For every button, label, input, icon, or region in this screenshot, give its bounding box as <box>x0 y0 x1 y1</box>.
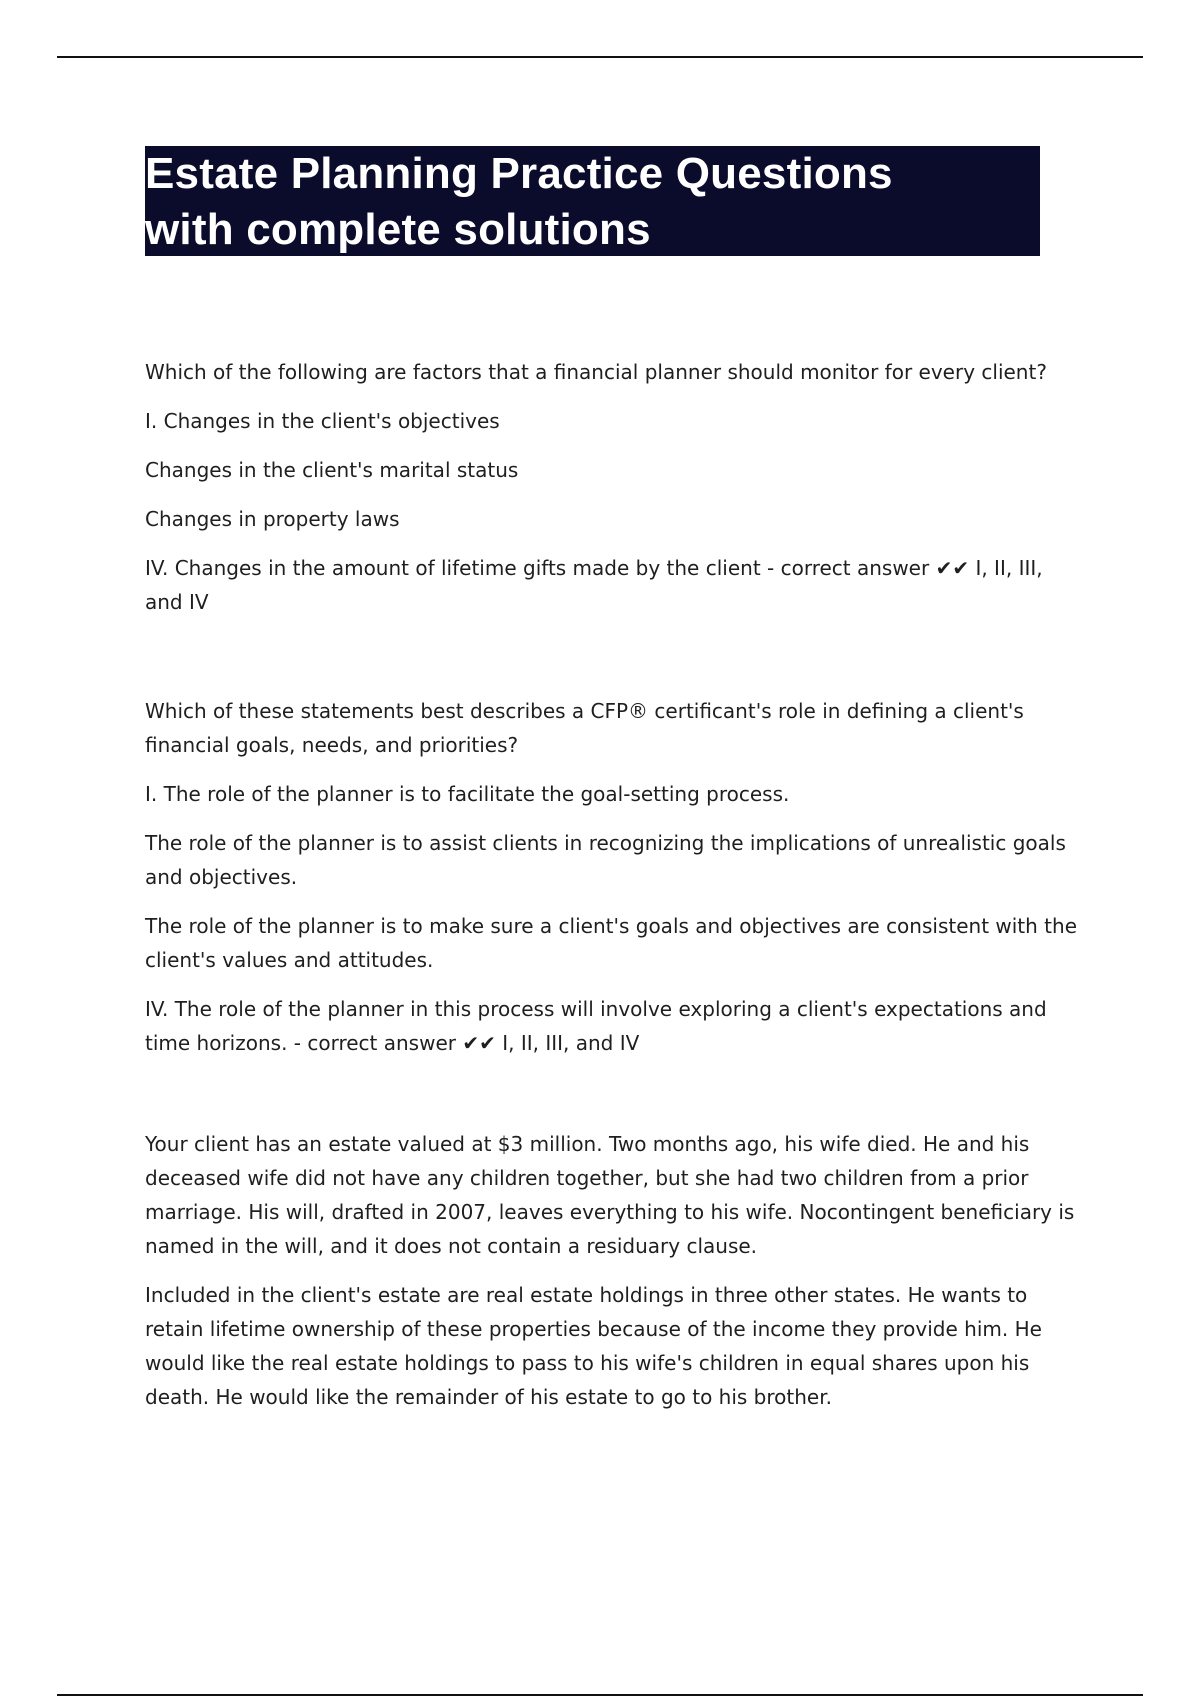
top-rule <box>57 56 1143 58</box>
question-text: Which of the following are factors that a financial planner should monitor for every client? <box>145 360 1047 384</box>
title-banner <box>145 146 1040 256</box>
answer-text: IV. The role of the planner in this process will involve exploring a client's expectations and time horizons. - correct answer ✔✔ I, II, III, and IV <box>145 997 1047 1055</box>
question-text: Your client has an estate valued at $3 million. Two months ago, his wife died. He and his deceased wife did not have any children together, but she had two children from a prior marriage. His will, drafted in 2007, leaves everything to his wife. Nocontingent beneficiary is named in the will, and it does not contain a residuary clause. <box>145 1132 1075 1258</box>
option-text: The role of the planner is to assist clients in recognizing the implications of unrealistic goals and objectives. <box>145 831 1066 889</box>
option-text: Changes in property laws <box>145 507 400 531</box>
spacer <box>145 1075 1085 1127</box>
option-text: Changes in the client's marital status <box>145 458 519 482</box>
question-block <box>145 694 1085 1060</box>
question-text: Which of these statements best describes a CFP® certificant's role in defining a client's financial goals, needs, and priorities? <box>145 699 1024 757</box>
question-text: Included in the client's estate are real estate holdings in three other states. He wants to retain lifetime ownership of these properties because of the income they provide him. He would like the real estate holdings to pass to his wife's children in equal shares upon his death. He would like the remainder of his estate to go to his brother. <box>145 1283 1042 1409</box>
document-title: Estate Planning Practice Questions with complete solutions <box>145 149 893 254</box>
option-text: I. Changes in the client's objectives <box>145 409 500 433</box>
question-block <box>145 1127 1085 1414</box>
option-text: I. The role of the planner is to facilitate the goal-setting process. <box>145 782 790 806</box>
question-block <box>145 355 1085 619</box>
option-text: The role of the planner is to make sure a client's goals and objectives are consistent with the client's values and attitudes. <box>145 914 1078 972</box>
bottom-rule <box>57 1694 1143 1696</box>
document-body <box>145 355 1085 1429</box>
answer-text: IV. Changes in the amount of lifetime gifts made by the client - correct answer ✔✔ I, II, III, and IV <box>145 556 1043 614</box>
spacer <box>145 634 1085 694</box>
